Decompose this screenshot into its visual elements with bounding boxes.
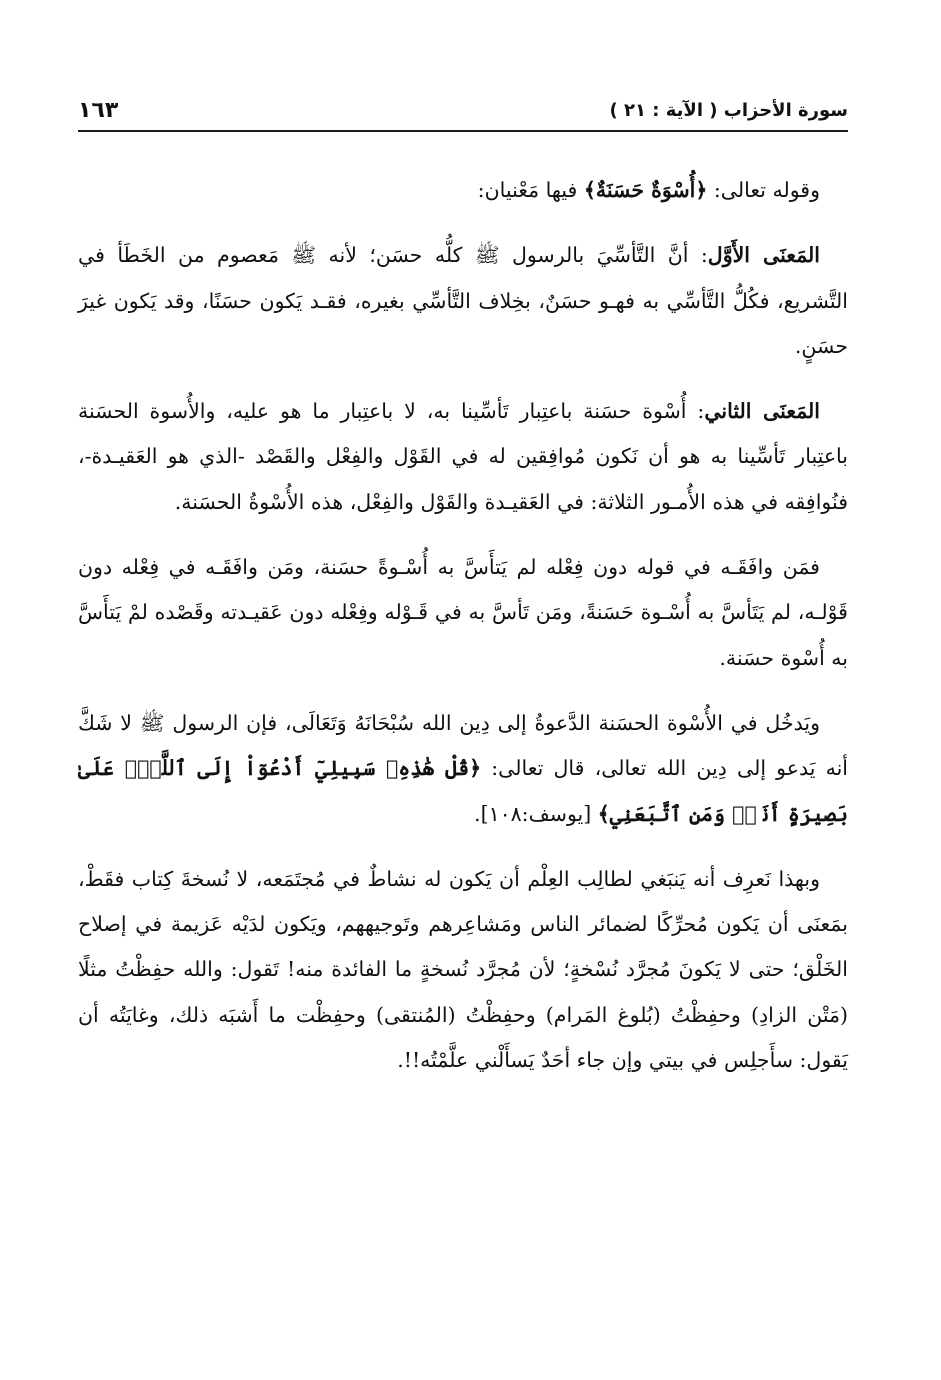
text-run: وقوله تعالى: xyxy=(707,178,820,202)
page-header xyxy=(78,92,848,128)
text-run: : أنَّ التَّأسِّيَ بالرسول ﷺ كلُّه حسَن؛ لأنه ﷺ مَعصوم من الخَطَأ في التَّشريع، فكُلُّ التَّأسِّي به فهـو حسَنٌ، بخِلاف التَّأسِّي بغيره، فقـد يَكون حسَنًا، وقد يَكون غيرَ حسَنٍ. xyxy=(78,243,848,358)
text-run: فمَن وافَقَـه في قوله دون فِعْله لم يَتأَسَّ به أُسْـوةً حسَنة، ومَن وافَقَـه في فِعْله دون قَوْلـه، لم يَتَأسَّ به أُسْـوة حَسَنةً، ومَن تَأسَّ به في قَـوْله وفِعْله دون عَقيـدته وقَصْده لمْ يَتأَسَّ به أُسْوة حسَنة. xyxy=(78,555,848,670)
quran-verse: ﴿أُسْوَةٌ حَسَنَةٌ﴾ xyxy=(583,178,708,202)
paragraph xyxy=(78,168,848,213)
section-label: المَعنَى الثاني xyxy=(704,399,820,424)
paragraph xyxy=(78,545,848,681)
paragraph xyxy=(78,233,848,369)
body-text xyxy=(78,168,848,1103)
text-run: ويَدخُل في الأُسْوة الحسَنة الدَّعوةُ إلى دِين الله سُبْحَانَهُ وَتَعَالَى، فإن الرسول ﷺ لا شَكَّ أنه يَدعو إلى دِين الله تعالى، قال تعالى: xyxy=(78,710,848,781)
page-number: ١٦٣ xyxy=(78,97,119,123)
text-run: : أُسْوة حسَنة باعتِبار تَأسِّينا به، لا باعتِبار ما هو عليه، والأُسوة الحسَنة باعتِبار تَأسِّينا به هو أن نَكون مُوافِقين له في القَوْل والفِعْل والقَصْد -الذي هو العَقيـدة-، فنُوافِقه في هذه الأُمـور الثلاثة: في العَقيـدة والقَوْل والفِعْل، هذه الأُسْوةُ الحسَنة. xyxy=(78,399,848,514)
paragraph xyxy=(78,389,848,525)
text-run: وبهذا نَعرِف أنه يَنبَغي لطالِب العِلْم أن يَكون له نشاطٌ في مُجتَمَعه، لا نُسخةَ كِتاب فقَطْ، بمَعنَى أن يَكون مُحرِّكًا لضمائر الناس ومَشاعِرهم وتَوجيههم، ويَكون لدَيْه عَزيمة في إصلاح الخَلْق؛ حتى لا يَكونَ مُجرَّد نُسْخةٍ؛ لأن مُجرَّد نُسخةٍ ما الفائدة منه! تَقول: والله حفِظْتُ مثلًا (مَتْن الزادِ) وحفِظْتُ (بُلوغ المَرام) وحفِظْتُ (المُنتقى) وحفِظْت ما أَشبَه ذلك، وغايَتُه أن يَقول: سأَجلِس في بيتي وإن جاء أحَدٌ يَسأَلْني علَّمْتُه!!. xyxy=(78,866,848,1073)
section-label: المَعنَى الأَوَّل xyxy=(707,243,820,268)
header-divider xyxy=(78,130,848,132)
paragraph xyxy=(78,857,848,1083)
running-title: سورة الأحزاب ( الآية : ٢١ ) xyxy=(609,99,848,121)
paragraph xyxy=(78,701,848,837)
quran-verse: ﴿قُلْ هَٰذِهِۦ سَبِيلِيٓ أَدْعُوٓاْ إِلَى ٱللَّهِۚ عَلَىٰ بَصِيرَةٍ أَنَا۠ وَمَنِ ٱتَّبَعَنِي﴾ xyxy=(78,756,848,826)
text-run: [يوسف:١٠٨]. xyxy=(474,801,598,826)
text-run: فيها مَعْنيان: xyxy=(477,178,584,202)
